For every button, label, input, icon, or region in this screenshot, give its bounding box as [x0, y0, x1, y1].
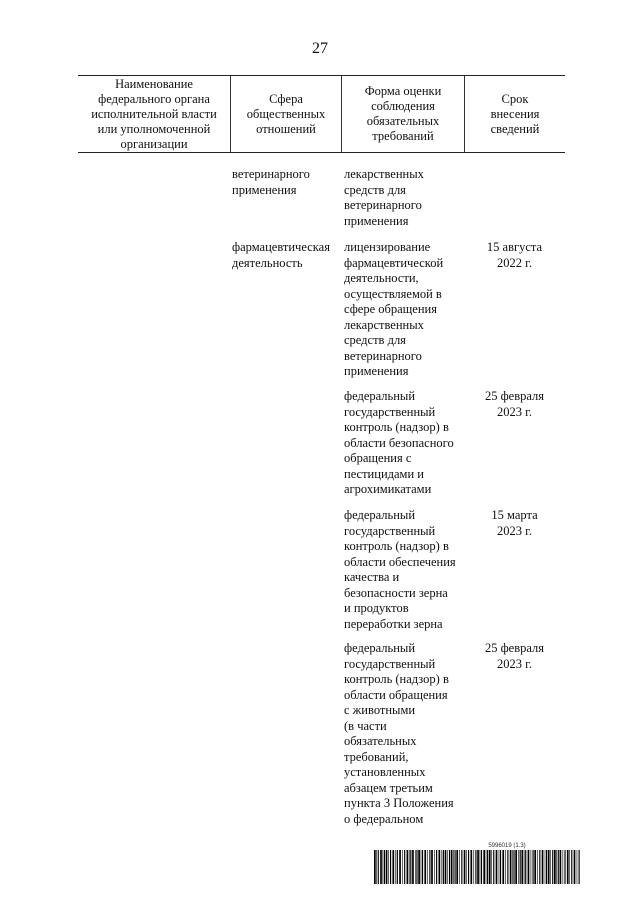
row-assessment-form: лицензирование фармацевтической деятельности, осуществляемой в сфере обращения лекарственных средств для ветеринарного применения	[344, 240, 444, 378]
requirements-table	[78, 75, 565, 826]
barcode-label: 5996019 (1.3)	[488, 843, 526, 849]
row-assessment-form: федеральный государственный контроль (надзор) в области обращения с животными (в части обязательных требований, установленных абзацем третьим пункта 3 Положения о федеральном	[344, 641, 454, 826]
header-deadline	[464, 76, 565, 152]
header-sphere	[230, 76, 341, 152]
header-authority-label: Наименование федерального органа исполнительной власти или уполномоченной организации	[91, 76, 217, 151]
row-deadline: 25 февраля 2023 г.	[484, 389, 545, 419]
document-barcode	[373, 843, 581, 884]
header-sphere-label: Сфера общественных отношений	[246, 91, 326, 136]
row-sphere: ветеринарного применения	[232, 167, 310, 197]
row-deadline: 15 августа 2022 г.	[486, 240, 543, 270]
barcode-icon	[373, 850, 581, 884]
row-sphere: фармацевтическая деятельность	[232, 240, 330, 270]
row-assessment-form: федеральный государственный контроль (надзор) в области обеспечения качества и безопасности зерна и продуктов переработки зерна	[344, 508, 456, 631]
page-number: 27	[312, 40, 328, 57]
table-header	[78, 75, 565, 153]
row-deadline: 15 марта 2023 г.	[491, 508, 538, 538]
row-assessment-form: лекарственных средств для ветеринарного применения	[344, 167, 424, 228]
row-assessment-form: федеральный государственный контроль (надзор) в области безопасного обращения с пестицидами и агрохимикатами	[344, 389, 454, 496]
header-assessment-form	[341, 76, 464, 152]
header-deadline-label: Срок внесения сведений	[490, 91, 540, 136]
row-deadline: 25 февраля 2023 г.	[484, 641, 545, 671]
header-assessment-form-label: Форма оценки соблюдения обязательных требований	[364, 84, 442, 143]
header-authority	[78, 76, 230, 152]
